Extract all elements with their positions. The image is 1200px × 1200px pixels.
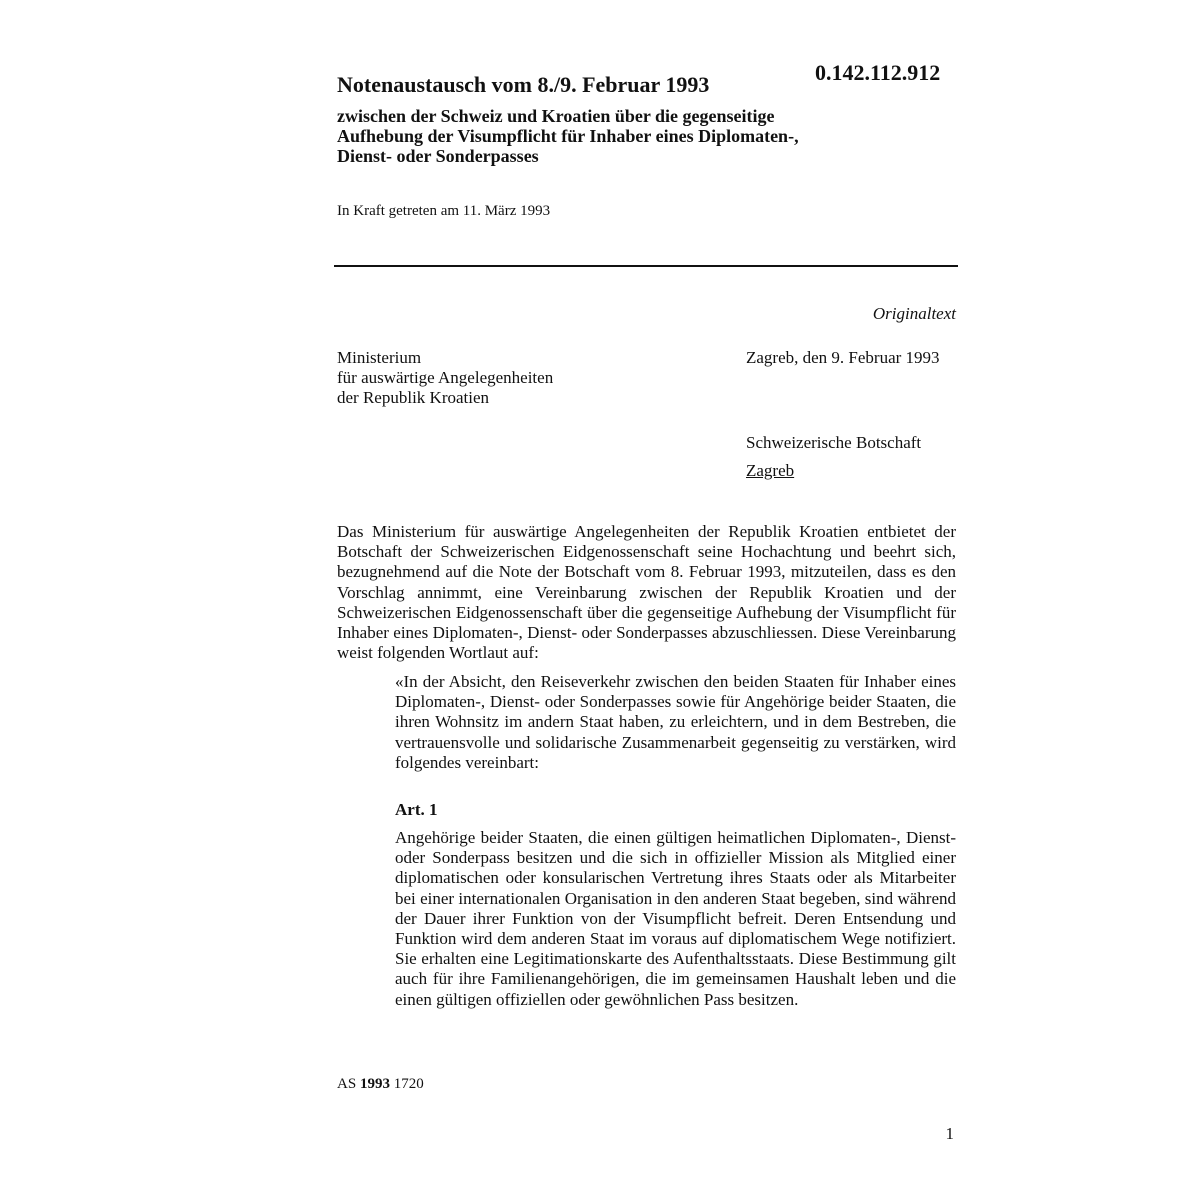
article-text: Angehörige beider Staaten, die einen gültigen heimatlichen Diplomaten-, Dienst- oder Sonderpass besitzen und die sich in offizieller Mission als Mitglied einer diplomatischen oder konsularischen Vertretung ihres Staats oder als Mitarbeiter bei einer internationalen Organisation in den anderen Staat begeben, sind während der Dauer ihrer Funktion von der Visumpflicht befreit. Deren Entsendung und Funktion wird dem anderen Staat im voraus auf diplomatischem Wege notifiziert. Sie erhalten eine Legitimationskarte des Aufenthaltsstaats. Diese Bestimmung gilt auch für ihre Familienangehörigen, die im gemeinsamen Haushalt leben und die einen gültigen offiziellen oder gewöhnlichen Pass besitzen.	[395, 828, 956, 1009]
recipient-address	[746, 429, 921, 485]
recipient-city: Zagreb	[746, 461, 795, 480]
page-number: 1	[945, 1124, 954, 1143]
sender-line: der Republik Kroatien	[337, 388, 490, 407]
as-year: 1993	[359, 1076, 390, 1092]
in-force-date: In Kraft getreten am 11. März 1993	[337, 203, 551, 219]
as-reference	[337, 1076, 424, 1093]
sender-address	[337, 348, 553, 408]
sender-line: Ministerium	[337, 348, 422, 367]
place-date: Zagreb, den 9. Februar 1993	[746, 348, 940, 367]
sender-line: für auswärtige Angelegenheiten	[337, 368, 554, 387]
article-heading: Art. 1	[395, 800, 438, 819]
document-title: Notenaustausch vom 8./9. Februar 1993	[337, 72, 710, 97]
document-subtitle: zwischen der Schweiz und Kroatien über die gegenseitige Aufhebung der Visumpflicht für Inhaber eines Diplomaten-, Dienst- oder Sonderpasses	[337, 106, 799, 166]
agreement-preamble: «In der Absicht, den Reiseverkehr zwischen den beiden Staaten für Inhaber eines Diplomaten-, Dienst- oder Sonderpasses sowie für Angehörige beider Staaten, die ihren Wohnsitz im andern Staat haben, zu erleichtern, und in dem Bestreben, die vertrauensvolle und solidarische Zusammenarbeit gegenseitig zu verstärken, wird folgendes vereinbart:	[395, 672, 956, 772]
recipient-name: Schweizerische Botschaft	[746, 433, 922, 452]
original-text-label: Originaltext	[872, 304, 956, 323]
letter-body: Das Ministerium für auswärtige Angelegenheiten der Republik Kroatien entbietet der Botschaft der Schweizerischen Eidgenossenschaft seine Hochachtung und beehrt sich, bezugnehmend auf die Note der Botschaft vom 8. Februar 1993, mitzuteilen, dass es den Vorschlag annimmt, eine Vereinbarung zwischen der Republik Kroatien und der Schweizerischen Eidgenossenschaft über die gegenseitige Aufhebung der Visumpflicht für Inhaber eines Diplomaten-, Dienst- oder Sonderpasses abzuschliessen. Diese Vereinbarung weist folgenden Wortlaut auf:	[337, 522, 956, 663]
header-divider	[334, 265, 958, 267]
sr-number: 0.142.112.912	[815, 60, 941, 85]
as-prefix: AS	[337, 1076, 357, 1092]
as-page: 1720	[393, 1076, 424, 1092]
